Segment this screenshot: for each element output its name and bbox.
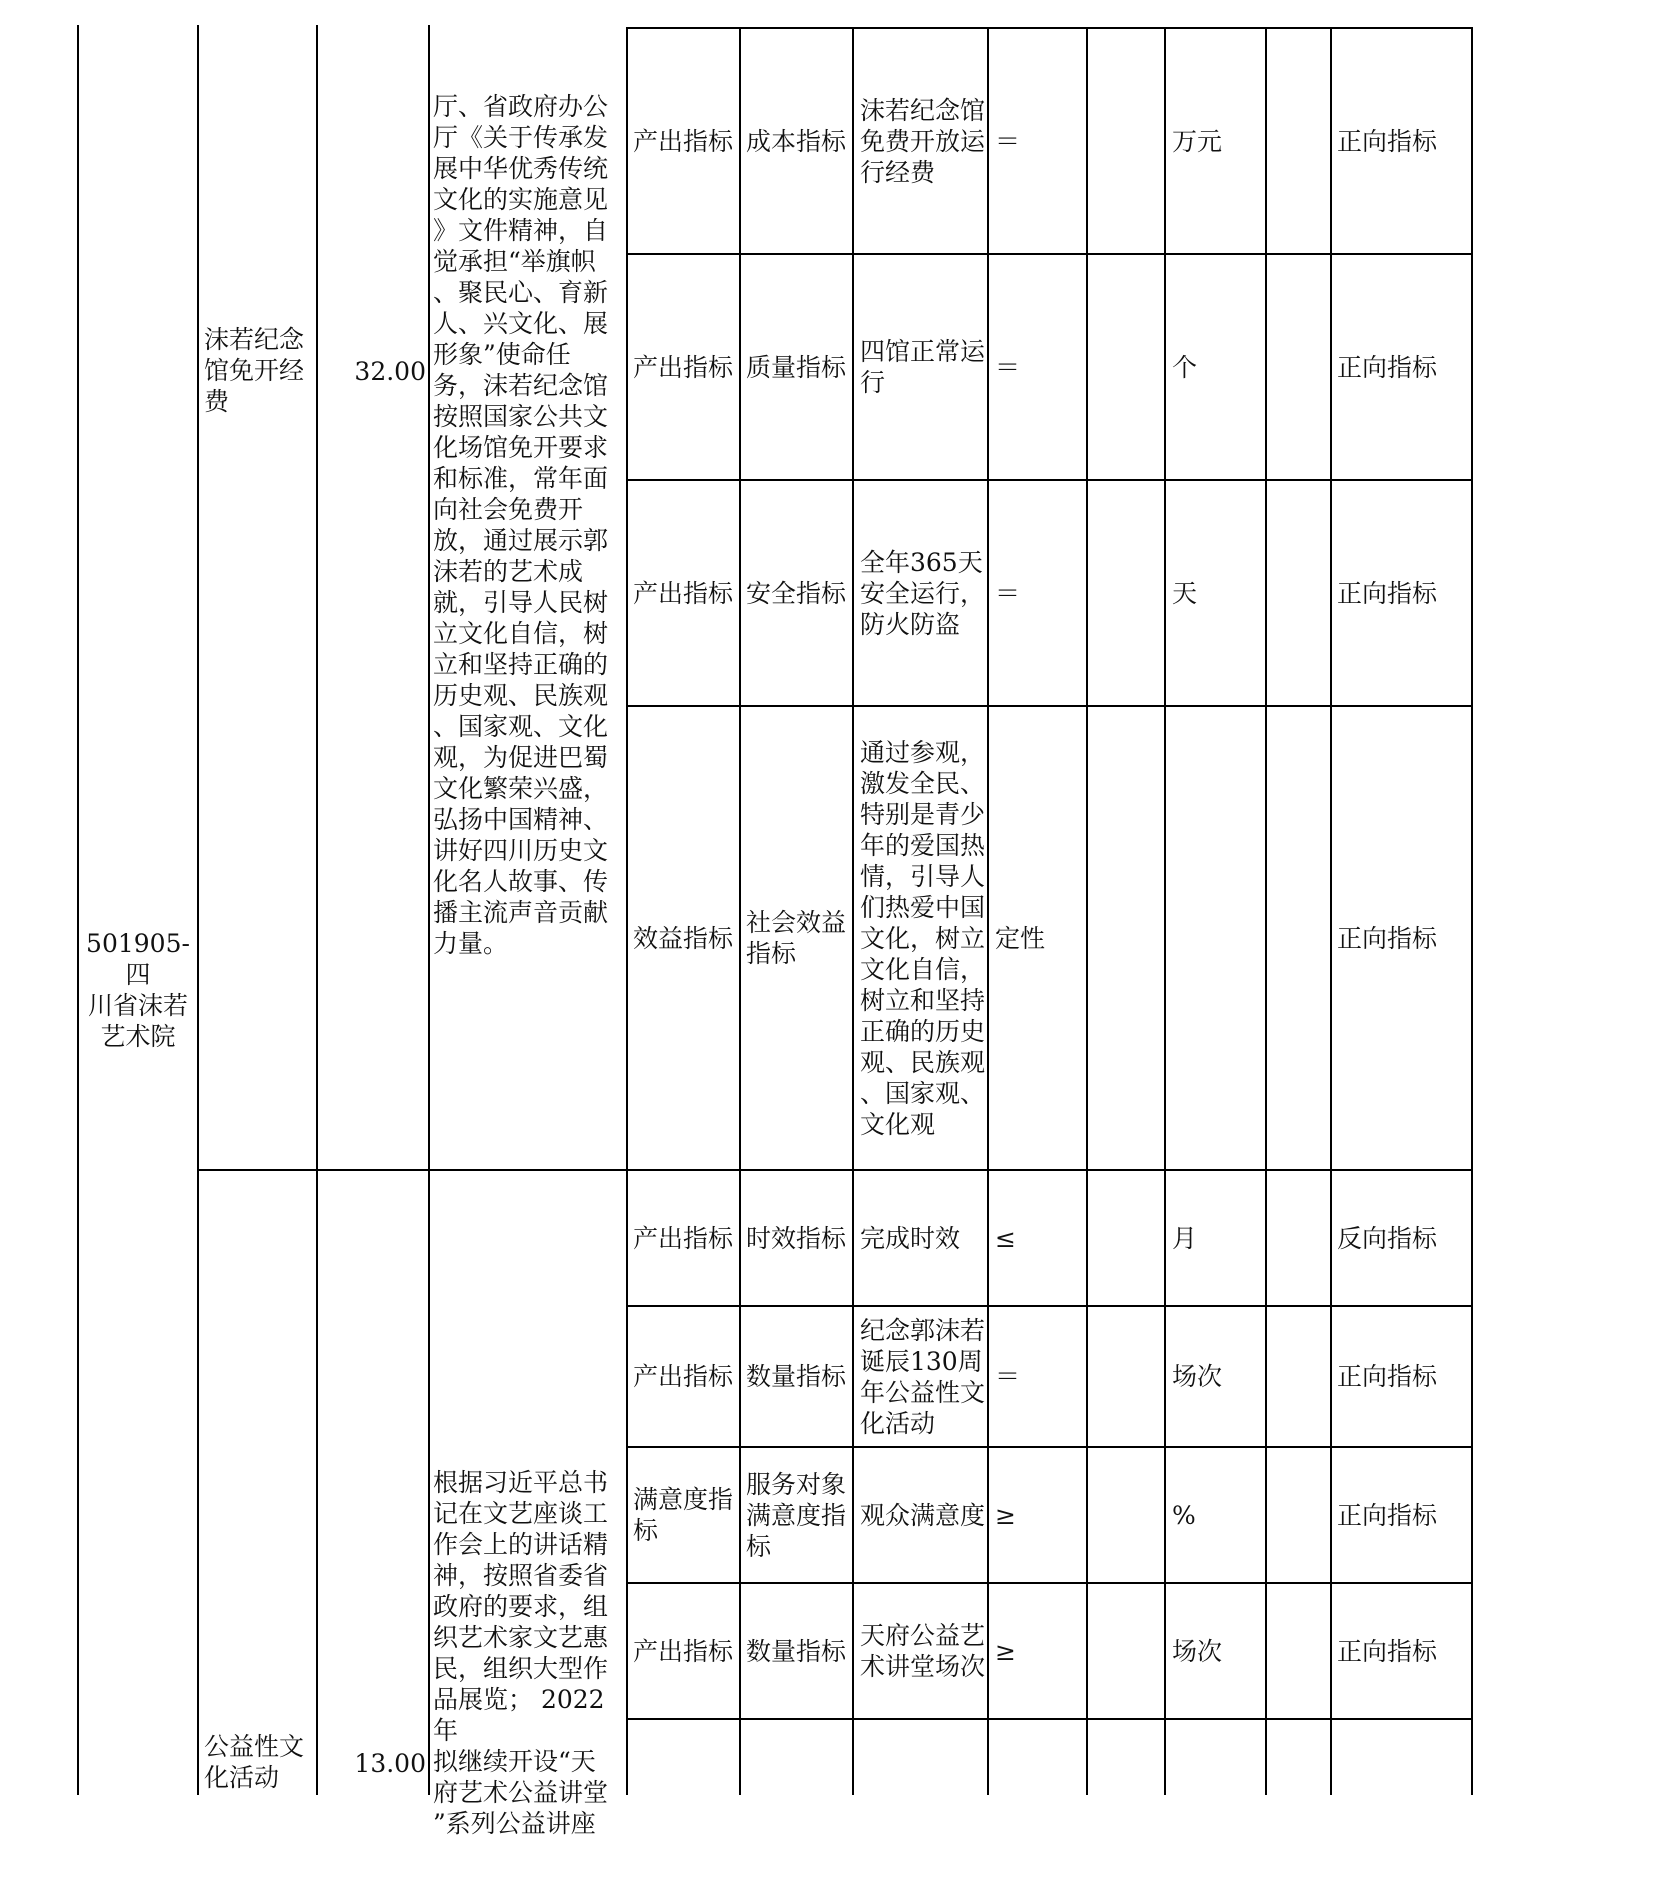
table-row [633, 1584, 738, 1718]
operator: ≥ [995, 1636, 1016, 1666]
unit-name-cell [79, 929, 197, 1051]
level1-indicator: 产出指标 [633, 1636, 734, 1666]
level1-indicator: 产出指标 [633, 352, 734, 382]
table-row [746, 29, 851, 253]
table-row [633, 1448, 738, 1582]
table-row [1172, 29, 1264, 253]
table-row [1172, 1307, 1264, 1446]
project-name-cell [204, 1669, 314, 1855]
project-description: 厅、省政府办公 厅《关于传承发 展中华优秀传统 文化的实施意见 》文件精神，自 觉承担“举旗帜 、聚民心、育新 人、兴文化、展 形象”使命任 务，沫若纪念馆 按照国家公共文 化场馆免开要求 和标准，常年面 向社会免费开 放，通过展示郭 沫若的艺术成 就，引导人民树 立文化自信，树 立和坚持正确的 历史观、民族观 、国家观、文化 观，为促进巴蜀 文化繁荣兴盛， 弘扬中国精神、 讲好四川历史文 化名人故事、传 播主流声音贡献 力量。 [433, 92, 609, 958]
project-description-cell [433, 1405, 625, 1838]
table-row [633, 1171, 738, 1305]
table-row [995, 707, 1085, 1169]
table-row [1172, 481, 1264, 705]
table-row [1172, 1448, 1264, 1582]
table-row [1337, 1307, 1470, 1446]
level2-indicator: 数量指标 [746, 1362, 847, 1391]
table-row [860, 707, 986, 1169]
operator: ≤ [995, 1223, 1016, 1253]
direction: 正向指标 [1337, 1636, 1438, 1666]
indicator-name: 天府公益艺 术讲堂场次 [860, 1621, 986, 1681]
level1-indicator: 产出指标 [633, 126, 734, 156]
direction: 正向指标 [1337, 352, 1438, 382]
direction: 正向指标 [1337, 1362, 1438, 1391]
indicator-name: 观众满意度 [860, 1500, 986, 1530]
table-row [995, 1584, 1085, 1718]
project-amount: 32.00 [354, 357, 426, 386]
indicator-name: 沫若纪念馆 免费开放运 行经费 [860, 95, 986, 187]
operator: ≥ [995, 1500, 1016, 1530]
project-description-cell [433, 29, 625, 1021]
table-row [860, 29, 986, 253]
operator: ＝ [995, 1362, 1021, 1391]
indicator-name: 完成时效 [860, 1223, 961, 1253]
table-row [1172, 1171, 1264, 1305]
table-row [860, 1307, 986, 1446]
direction: 反向指标 [1337, 1223, 1438, 1253]
table-row [1337, 1448, 1470, 1582]
level2-indicator: 社会效益 指标 [746, 908, 847, 968]
table-row [1172, 255, 1264, 479]
direction: 正向指标 [1337, 923, 1438, 953]
project-amount-cell [318, 1686, 426, 1841]
operator: ＝ [995, 578, 1021, 608]
direction: 正向指标 [1337, 1500, 1438, 1530]
table-row [633, 481, 738, 705]
level1-indicator: 产出指标 [633, 1362, 734, 1391]
table-row [746, 1448, 851, 1582]
grid-line [1265, 27, 1267, 1795]
table-row [860, 481, 986, 705]
table-row [1337, 255, 1470, 479]
table-row [995, 1171, 1085, 1305]
grid-line [626, 27, 628, 1795]
table-row [1337, 1584, 1470, 1718]
table-row [746, 1307, 851, 1446]
unit: 天 [1172, 578, 1198, 608]
grid-line [987, 27, 989, 1795]
unit: 场次 [1172, 1636, 1223, 1666]
table-row [1337, 481, 1470, 705]
grid-line [77, 25, 79, 1795]
table-row [633, 1307, 738, 1446]
project-name: 公益性文 化活动 [204, 1732, 305, 1792]
level2-indicator: 时效指标 [746, 1223, 847, 1253]
level1-indicator: 效益指标 [633, 923, 734, 953]
level2-indicator: 服务对象 满意度指 标 [746, 1469, 847, 1561]
level1-indicator: 产出指标 [633, 578, 734, 608]
table-row [995, 481, 1085, 705]
table-row [746, 1584, 851, 1718]
grid-line [1330, 27, 1332, 1795]
indicator-name: 全年365天 安全运行， 防火防盗 [860, 547, 986, 639]
unit: % [1172, 1500, 1196, 1530]
table-row [1337, 29, 1470, 253]
project-name: 沫若纪念 馆免开经 费 [204, 325, 305, 416]
direction: 正向指标 [1337, 578, 1438, 608]
unit: 万元 [1172, 126, 1223, 156]
table-row [1172, 707, 1264, 1169]
grid-line [197, 25, 199, 1795]
grid-line [428, 25, 430, 1795]
table-row [746, 255, 851, 479]
level2-indicator: 安全指标 [746, 578, 847, 608]
table-row [995, 1307, 1085, 1446]
table-row [995, 29, 1085, 253]
grid-line [1471, 27, 1473, 1795]
table-row [746, 481, 851, 705]
level2-indicator: 质量指标 [746, 352, 847, 382]
level2-indicator: 数量指标 [746, 1636, 847, 1666]
grid-line [852, 27, 854, 1795]
table-row [995, 1448, 1085, 1582]
level2-indicator: 成本指标 [746, 126, 847, 156]
table-row [1337, 1171, 1470, 1305]
unit: 个 [1172, 352, 1198, 382]
project-amount-cell [318, 294, 426, 449]
table-row [633, 707, 738, 1169]
indicator-name: 四馆正常运 行 [860, 337, 986, 397]
table-row [1337, 707, 1470, 1169]
unit-name: 501905-四 川省沫若 艺术院 [86, 929, 190, 1051]
level1-indicator: 满意度指 标 [633, 1485, 734, 1545]
grid-line [739, 27, 741, 1795]
table-row [995, 255, 1085, 479]
table-row [860, 1448, 986, 1582]
table-row [860, 1584, 986, 1718]
unit: 月 [1172, 1223, 1198, 1253]
project-description: 根据习近平总书 记在文艺座谈工 作会上的讲话精 神，按照省委省 政府的要求，组 织艺术家文艺惠 民，组织大型作 品展览； 2022年 拟继续开设“天 府艺术公益讲堂 ”系列公益讲座 [433, 1468, 609, 1838]
level1-indicator: 产出指标 [633, 1223, 734, 1253]
grid-line [626, 1718, 1473, 1720]
indicator-name: 通过参观， 激发全民、 特别是青少 年的爱国热 情，引导人 们热爱中国 文化，树立 文化自信， 树立和坚持 正确的历史 观、民族观 、国家观、 文化观 [860, 737, 986, 1139]
table-row [746, 1171, 851, 1305]
unit: 场次 [1172, 1362, 1223, 1391]
table-row [860, 255, 986, 479]
table-row [746, 707, 851, 1169]
indicator-name: 纪念郭沫若 诞辰130周 年公益性文 化活动 [860, 1315, 986, 1438]
grid-line [1086, 27, 1088, 1795]
project-amount: 13.00 [354, 1749, 426, 1778]
direction: 正向指标 [1337, 126, 1438, 156]
grid-line [1164, 27, 1166, 1795]
operator: 定性 [995, 923, 1046, 953]
table-row [860, 1171, 986, 1305]
project-name-cell [204, 262, 314, 479]
table-row [633, 29, 738, 253]
operator: ＝ [995, 352, 1021, 382]
grid-line [316, 25, 318, 1795]
table-row [633, 255, 738, 479]
table-row [1172, 1584, 1264, 1718]
operator: ＝ [995, 126, 1021, 156]
